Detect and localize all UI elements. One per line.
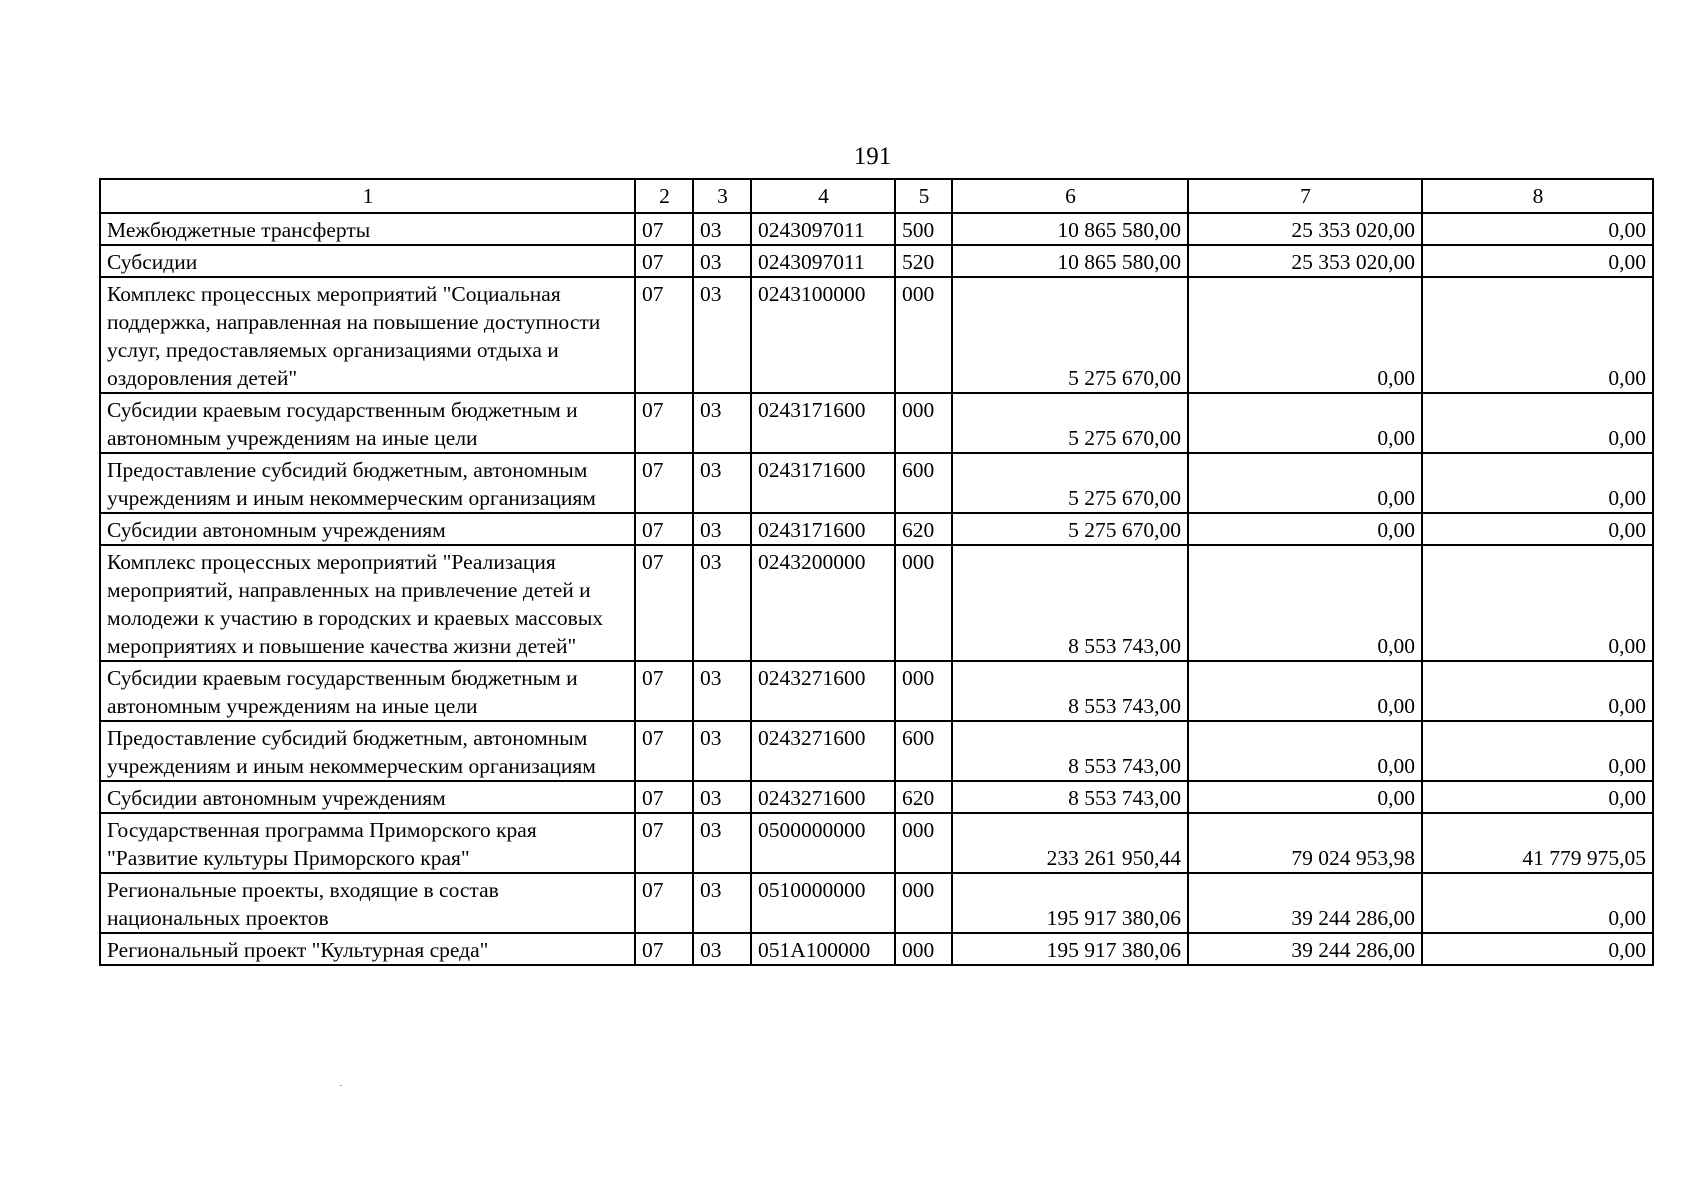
amount-cell-7: 0,00 (1188, 545, 1422, 661)
row-name-cell: Региональные проекты, входящие в состав национальных проектов (100, 873, 635, 933)
amount-cell-6: 8 553 743,00 (952, 545, 1188, 661)
amount-cell-7: 0,00 (1188, 513, 1422, 545)
header-cell-1: 1 (100, 179, 635, 213)
target-article-cell: 0243100000 (751, 277, 895, 393)
header-cell-7: 7 (1188, 179, 1422, 213)
target-article-cell: 0500000000 (751, 813, 895, 873)
subsection-code-cell: 03 (693, 393, 751, 453)
table-row (100, 813, 1653, 873)
table-row (100, 545, 1653, 661)
table-row (100, 933, 1653, 965)
expense-type-cell: 500 (895, 213, 952, 245)
expense-type-cell: 000 (895, 393, 952, 453)
section-code-cell: 07 (635, 545, 693, 661)
expense-type-cell: 000 (895, 545, 952, 661)
row-name-cell: Предоставление субсидий бюджетным, автономным учреждениям и иным некоммерческим организациям (100, 453, 635, 513)
page-number: 191 (853, 143, 892, 170)
table-body (100, 213, 1653, 965)
subsection-code-cell: 03 (693, 781, 751, 813)
row-name-cell: Региональный проект "Культурная среда" (100, 933, 635, 965)
row-name-cell: Межбюджетные трансферты (100, 213, 635, 245)
section-code-cell: 07 (635, 513, 693, 545)
expense-type-cell: 620 (895, 513, 952, 545)
header-cell-8: 8 (1422, 179, 1653, 213)
target-article-cell: 0243097011 (751, 213, 895, 245)
section-code-cell: 07 (635, 781, 693, 813)
table-row (100, 393, 1653, 453)
header-cell-5: 5 (895, 179, 952, 213)
target-article-cell: 0243271600 (751, 721, 895, 781)
header-cell-6: 6 (952, 179, 1188, 213)
amount-cell-6: 5 275 670,00 (952, 393, 1188, 453)
target-article-cell: 0243171600 (751, 453, 895, 513)
expense-type-cell: 000 (895, 813, 952, 873)
expense-type-cell: 600 (895, 453, 952, 513)
amount-cell-8: 0,00 (1422, 277, 1653, 393)
subsection-code-cell: 03 (693, 721, 751, 781)
amount-cell-8: 0,00 (1422, 873, 1653, 933)
amount-cell-6: 195 917 380,06 (952, 873, 1188, 933)
amount-cell-8: 0,00 (1422, 545, 1653, 661)
table-row (100, 513, 1653, 545)
subsection-code-cell: 03 (693, 873, 751, 933)
amount-cell-7: 25 353 020,00 (1188, 245, 1422, 277)
amount-cell-8: 0,00 (1422, 933, 1653, 965)
amount-cell-6: 233 261 950,44 (952, 813, 1188, 873)
amount-cell-6: 5 275 670,00 (952, 513, 1188, 545)
amount-cell-7: 0,00 (1188, 277, 1422, 393)
amount-cell-7: 79 024 953,98 (1188, 813, 1422, 873)
subsection-code-cell: 03 (693, 813, 751, 873)
target-article-cell: 0243271600 (751, 661, 895, 721)
section-code-cell: 07 (635, 873, 693, 933)
subsection-code-cell: 03 (693, 933, 751, 965)
amount-cell-6: 8 553 743,00 (952, 781, 1188, 813)
row-name-cell: Комплекс процессных мероприятий "Социальная поддержка, направленная на повышение доступности услуг, предоставляемых организациями отдыха и оздоровления детей" (100, 277, 635, 393)
target-article-cell: 051А100000 (751, 933, 895, 965)
amount-cell-6: 10 865 580,00 (952, 213, 1188, 245)
subsection-code-cell: 03 (693, 545, 751, 661)
table-header (100, 179, 1653, 213)
header-row (100, 179, 1653, 213)
amount-cell-8: 0,00 (1422, 453, 1653, 513)
amount-cell-7: 39 244 286,00 (1188, 873, 1422, 933)
amount-cell-6: 8 553 743,00 (952, 721, 1188, 781)
budget-table (99, 178, 1654, 966)
header-cell-4: 4 (751, 179, 895, 213)
header-cell-3: 3 (693, 179, 751, 213)
section-code-cell: 07 (635, 277, 693, 393)
amount-cell-8: 0,00 (1422, 245, 1653, 277)
amount-cell-8: 0,00 (1422, 781, 1653, 813)
subsection-code-cell: 03 (693, 245, 751, 277)
row-name-cell: Субсидии (100, 245, 635, 277)
target-article-cell: 0243171600 (751, 513, 895, 545)
amount-cell-7: 0,00 (1188, 453, 1422, 513)
target-article-cell: 0243200000 (751, 545, 895, 661)
amount-cell-7: 0,00 (1188, 721, 1422, 781)
expense-type-cell: 600 (895, 721, 952, 781)
section-code-cell: 07 (635, 933, 693, 965)
row-name-cell: Субсидии автономным учреждениям (100, 781, 635, 813)
section-code-cell: 07 (635, 393, 693, 453)
scan-speck (340, 1085, 342, 1086)
section-code-cell: 07 (635, 213, 693, 245)
amount-cell-8: 0,00 (1422, 513, 1653, 545)
expense-type-cell: 000 (895, 661, 952, 721)
row-name-cell: Государственная программа Приморского края "Развитие культуры Приморского края" (100, 813, 635, 873)
subsection-code-cell: 03 (693, 661, 751, 721)
amount-cell-7: 0,00 (1188, 661, 1422, 721)
amount-cell-8: 0,00 (1422, 393, 1653, 453)
table-row (100, 873, 1653, 933)
section-code-cell: 07 (635, 721, 693, 781)
amount-cell-7: 39 244 286,00 (1188, 933, 1422, 965)
section-code-cell: 07 (635, 661, 693, 721)
row-name-cell: Предоставление субсидий бюджетным, автономным учреждениям и иным некоммерческим организациям (100, 721, 635, 781)
row-name-cell: Субсидии краевым государственным бюджетным и автономным учреждениям на иные цели (100, 393, 635, 453)
target-article-cell: 0243271600 (751, 781, 895, 813)
subsection-code-cell: 03 (693, 513, 751, 545)
expense-type-cell: 000 (895, 873, 952, 933)
row-name-cell: Комплекс процессных мероприятий "Реализация мероприятий, направленных на привлечение детей и молодежи к участию в городских и краевых массовых мероприятиях и повышение качества жизни детей" (100, 545, 635, 661)
amount-cell-6: 8 553 743,00 (952, 661, 1188, 721)
table-row (100, 213, 1653, 245)
section-code-cell: 07 (635, 453, 693, 513)
table-row (100, 453, 1653, 513)
amount-cell-8: 41 779 975,05 (1422, 813, 1653, 873)
amount-cell-8: 0,00 (1422, 721, 1653, 781)
expense-type-cell: 000 (895, 277, 952, 393)
subsection-code-cell: 03 (693, 453, 751, 513)
expense-type-cell: 520 (895, 245, 952, 277)
subsection-code-cell: 03 (693, 277, 751, 393)
row-name-cell: Субсидии краевым государственным бюджетным и автономным учреждениям на иные цели (100, 661, 635, 721)
row-name-cell: Субсидии автономным учреждениям (100, 513, 635, 545)
amount-cell-6: 5 275 670,00 (952, 277, 1188, 393)
subsection-code-cell: 03 (693, 213, 751, 245)
target-article-cell: 0243097011 (751, 245, 895, 277)
expense-type-cell: 000 (895, 933, 952, 965)
amount-cell-7: 0,00 (1188, 781, 1422, 813)
target-article-cell: 0510000000 (751, 873, 895, 933)
section-code-cell: 07 (635, 813, 693, 873)
section-code-cell: 07 (635, 245, 693, 277)
table-row (100, 781, 1653, 813)
expense-type-cell: 620 (895, 781, 952, 813)
amount-cell-6: 10 865 580,00 (952, 245, 1188, 277)
amount-cell-8: 0,00 (1422, 213, 1653, 245)
amount-cell-8: 0,00 (1422, 661, 1653, 721)
amount-cell-6: 195 917 380,06 (952, 933, 1188, 965)
target-article-cell: 0243171600 (751, 393, 895, 453)
table-row (100, 277, 1653, 393)
table-row (100, 245, 1653, 277)
table-row (100, 661, 1653, 721)
amount-cell-7: 25 353 020,00 (1188, 213, 1422, 245)
amount-cell-6: 5 275 670,00 (952, 453, 1188, 513)
table-row (100, 721, 1653, 781)
amount-cell-7: 0,00 (1188, 393, 1422, 453)
header-cell-2: 2 (635, 179, 693, 213)
